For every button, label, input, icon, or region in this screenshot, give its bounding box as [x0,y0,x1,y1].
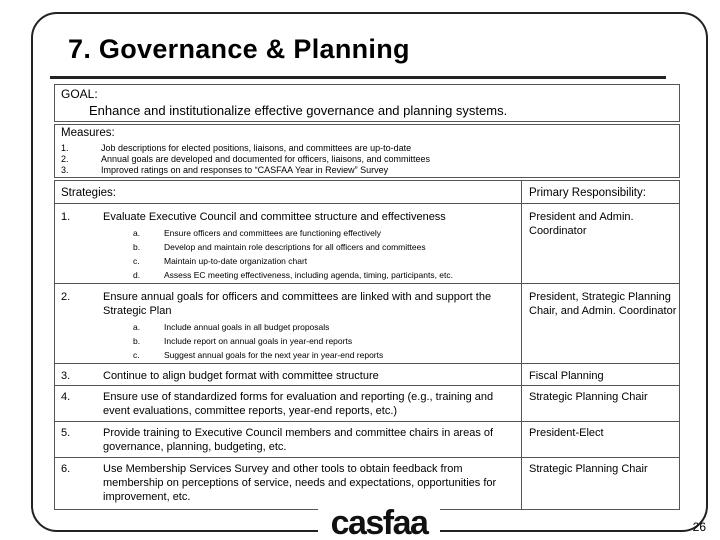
sub-text: Maintain up-to-date organization chart [164,256,308,266]
column-divider [521,181,522,509]
slide-title: 7. Governance & Planning [68,34,410,64]
sub-letter: a. [133,322,141,332]
strategies-header: Strategies: [61,187,116,199]
strategy-number: 1. [61,211,71,223]
strategy-responsibility: President, Strategic Planning Chair, and Admin. Coordinator [529,291,677,317]
strategies-table [54,180,680,510]
measure-text: Job descriptions for elected positions, liaisons, and committees are up-to-date [101,143,412,153]
measure-number: 1. [61,143,69,153]
strategy-responsibility: Fiscal Planning [529,370,604,382]
row-divider [55,203,679,204]
sub-text: Assess EC meeting effectiveness, including agenda, timing, participants, etc. [164,270,453,280]
sub-text: Include annual goals in all budget proposals [164,322,330,332]
sub-text: Include report on annual goals in year-end reports [164,336,353,346]
strategy-text: Continue to align budget format with committee structure [103,370,379,382]
sub-text: Ensure officers and committees are functioning effectively [164,228,382,238]
row-divider [55,421,679,422]
goal-label: GOAL: [61,87,98,101]
row-divider [55,283,679,284]
logo-text: casfaa [330,505,428,539]
strategy-number: 3. [61,370,71,382]
strategy-text: Evaluate Executive Council and committee structure and effectiveness [103,211,446,223]
strategy-number: 6. [61,463,71,475]
strategy-number: 2. [61,291,71,303]
measure-number: 3. [61,165,69,175]
responsibility-header: Primary Responsibility: [529,187,646,199]
casfaa-logo [318,505,440,539]
strategy-responsibility: President and Admin. Coordinator [529,211,634,237]
sub-text: Develop and maintain role descriptions for all officers and committees [164,242,426,252]
measure-item [61,154,430,164]
row-divider [55,457,679,458]
measure-item [61,165,388,175]
measure-text: Improved ratings on and responses to “CASFAA Year in Review” Survey [101,165,389,175]
measure-text: Annual goals are developed and documented for officers, liaisons, and committees [101,154,431,164]
sub-item [103,322,513,332]
title-underline [50,76,666,79]
strategy-number: 4. [61,391,71,403]
measures-box [54,124,680,178]
strategy-responsibility: Strategic Planning Chair [529,391,648,403]
sub-text: Suggest annual goals for the next year in year-end reports [164,350,384,360]
strategy-number: 5. [61,427,71,439]
sub-item [103,256,513,266]
strategy-text: Ensure use of standardized forms for evaluation and reporting (e.g., training and event evaluations, committee reports, year-end reports, etc.) [103,391,494,417]
sub-item [103,242,513,252]
measure-number: 2. [61,154,69,164]
sub-item [103,270,513,280]
sub-item [103,350,513,360]
sub-letter: d. [133,270,141,280]
strategy-text: Provide training to Executive Council members and committee chairs in areas of governance, planning, budgeting, etc. [103,427,494,453]
strategy-responsibility: Strategic Planning Chair [529,463,648,475]
sub-letter: c. [133,350,140,360]
sub-letter: a. [133,228,141,238]
sub-letter: b. [133,336,141,346]
sub-item [103,336,513,346]
strategy-text: Use Membership Services Survey and other tools to obtain feedback from membership on perceptions of service, needs and expectations, opportunities for improvement, etc. [103,463,497,503]
row-divider [55,385,679,386]
goal-text: Enhance and institutionalize effective governance and planning systems. [89,103,508,118]
measure-item [61,143,411,153]
sub-letter: c. [133,256,140,266]
row-divider [55,363,679,364]
strategy-text: Ensure annual goals for officers and committees are linked with and support the Strategic Plan [103,291,492,317]
sub-letter: b. [133,242,141,252]
goal-box [54,84,680,122]
sub-item [103,228,513,238]
page-number: 26 [692,520,706,534]
measures-label: Measures: [61,127,115,139]
strategy-responsibility: President-Elect [529,427,604,439]
